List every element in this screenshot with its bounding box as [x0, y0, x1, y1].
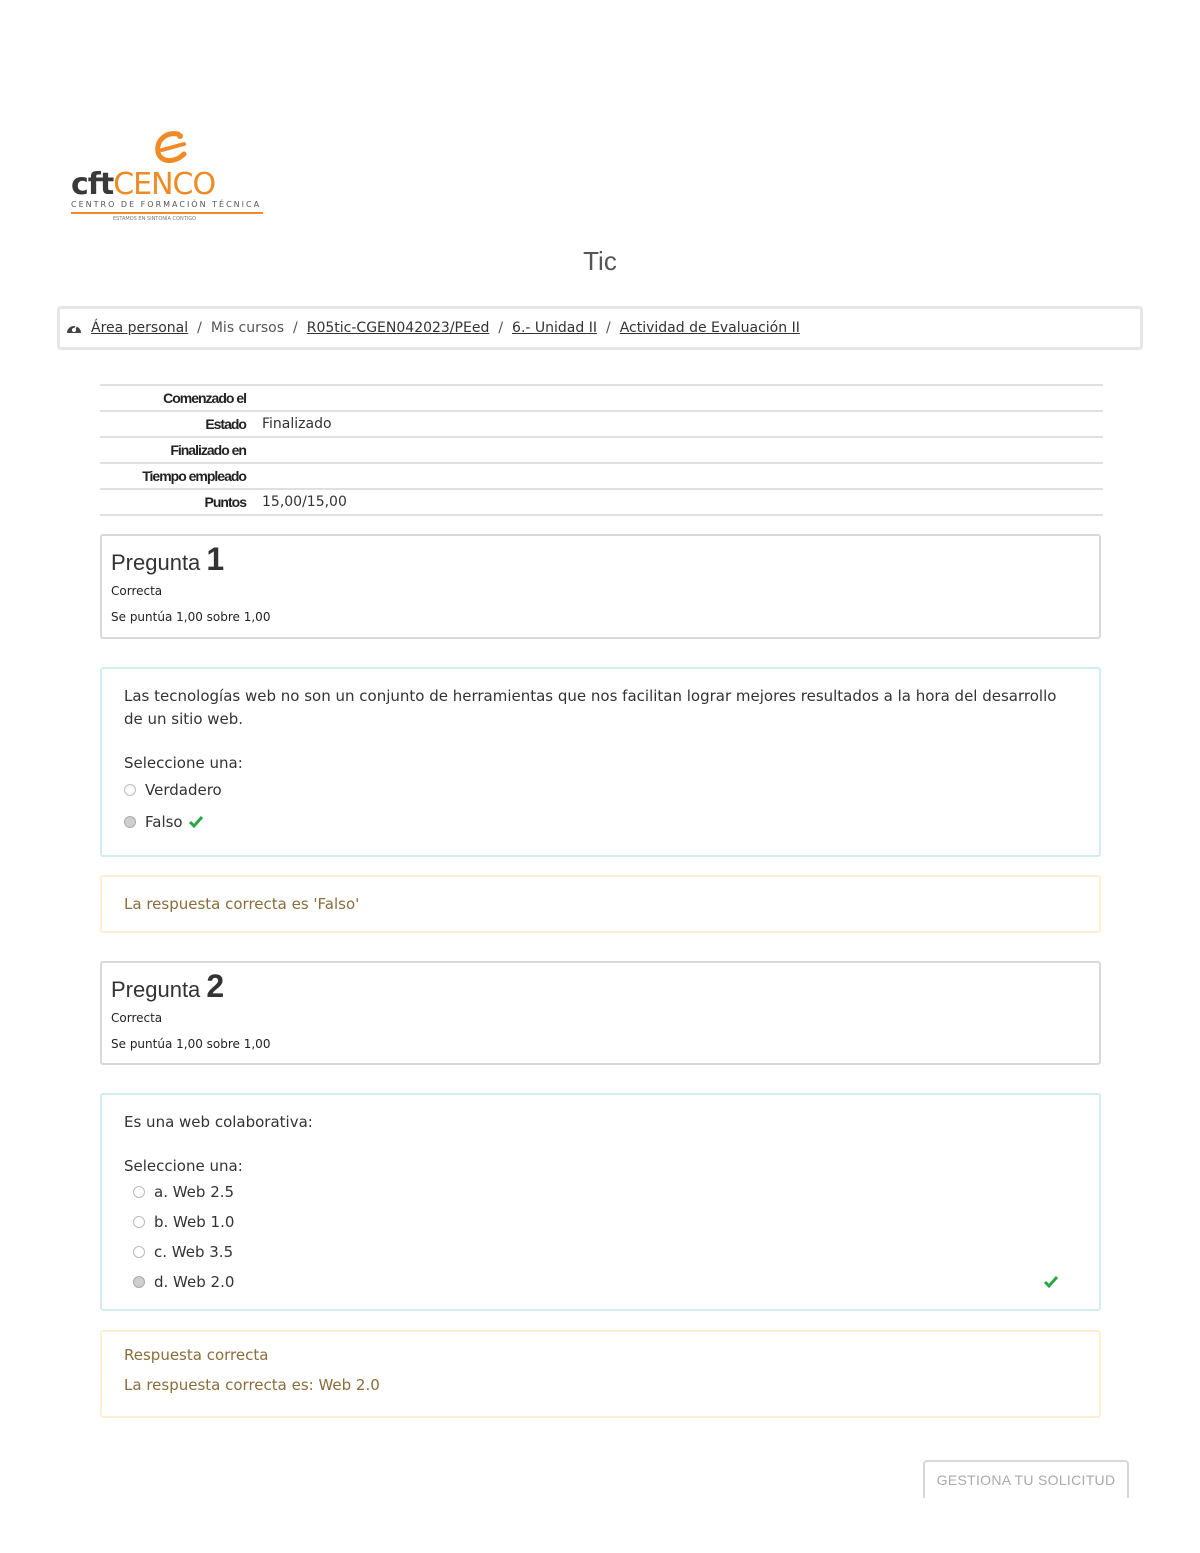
answer-option[interactable]: [124, 1273, 1077, 1291]
answer-label: a. Web 2.5: [154, 1183, 235, 1201]
logo-mark-icon: [148, 130, 194, 172]
question-state: Correcta: [111, 1011, 163, 1025]
gestiona-solicitud-button[interactable]: GESTIONA TU SOLICITUD: [923, 1460, 1129, 1498]
logo-tagline: ESTAMOS EN SINTONÍA CONTIGO: [113, 216, 197, 222]
question-1-feedback: [100, 875, 1101, 933]
answer-label: Verdadero: [145, 781, 222, 799]
answer-option[interactable]: [124, 813, 1077, 831]
correct-check-icon: [188, 815, 204, 829]
summary-row-points: [100, 490, 1103, 516]
question-2-content: [100, 1093, 1101, 1311]
breadcrumb-separator: /: [197, 320, 202, 336]
breadcrumb-activity[interactable]: Actividad de Evaluación II: [619, 320, 800, 336]
answer-prompt: Seleccione una:: [124, 1157, 243, 1175]
logo-wordmark: cftCENCO: [71, 167, 216, 202]
answer-radio[interactable]: [133, 1246, 145, 1258]
answer-radio[interactable]: [133, 1186, 145, 1198]
right-answer-text: La respuesta correcta es: Web 2.0: [124, 1376, 380, 1394]
breadcrumb-course[interactable]: R05tic-CGEN042023/PEed: [306, 320, 490, 336]
breadcrumb-unit[interactable]: 6.- Unidad II: [512, 320, 597, 336]
answer-option[interactable]: [124, 1243, 1077, 1261]
breadcrumb-separator: /: [293, 320, 298, 336]
summary-row-time: [100, 464, 1103, 490]
answer-radio[interactable]: [124, 784, 136, 796]
question-grade: Se puntúa 1,00 sobre 1,00: [111, 610, 271, 624]
answer-option[interactable]: [124, 781, 1077, 799]
answer-label: c. Web 3.5: [154, 1243, 234, 1261]
breadcrumb-separator: /: [498, 320, 504, 336]
right-answer-text: La respuesta correcta es 'Falso': [124, 895, 360, 913]
logo-underline: [71, 212, 263, 214]
answer-option[interactable]: [124, 1213, 1077, 1231]
attempt-summary-table: [100, 384, 1103, 516]
summary-label: Comenzado el: [163, 390, 246, 406]
answer-option[interactable]: [124, 1183, 1077, 1201]
answer-radio-selected[interactable]: [133, 1276, 145, 1288]
summary-value: 15,00/15,00: [262, 494, 347, 510]
question-state: Correcta: [111, 584, 163, 598]
answer-prompt: Seleccione una:: [124, 754, 243, 772]
dashboard-icon: [66, 322, 82, 334]
correct-check-icon: [1043, 1275, 1059, 1289]
answer-radio-selected[interactable]: [124, 816, 136, 828]
answer-label: Falso: [145, 813, 183, 831]
question-1-content: [100, 667, 1101, 857]
summary-label: Finalizado en: [170, 442, 246, 458]
question-2-info: [100, 961, 1101, 1065]
answer-label: b. Web 1.0: [154, 1213, 235, 1231]
breadcrumb-mis-cursos: Mis cursos: [210, 320, 285, 336]
cft-cenco-logo: [68, 128, 268, 226]
summary-row-finished: [100, 438, 1103, 464]
question-1-info: [100, 534, 1101, 639]
question-grade: Se puntúa 1,00 sobre 1,00: [111, 1037, 271, 1051]
breadcrumb-separator: /: [605, 320, 611, 336]
summary-label: Estado: [205, 416, 246, 432]
breadcrumb-area-personal[interactable]: Área personal: [91, 320, 189, 336]
question-text: Es una web colaborativa:: [124, 1113, 313, 1131]
answer-label: d. Web 2.0: [154, 1273, 235, 1291]
answer-radio[interactable]: [133, 1216, 145, 1228]
page-title: Tic: [583, 246, 617, 276]
summary-row-started: [100, 386, 1103, 412]
summary-row-state: [100, 412, 1103, 438]
question-number: Pregunta 2: [111, 968, 225, 1004]
summary-label: Puntos: [204, 494, 246, 510]
feedback-title: Respuesta correcta: [124, 1346, 269, 1364]
logo-subtitle: CENTRO DE FORMACIÓN TÉCNICA: [71, 200, 262, 209]
question-number: Pregunta 1: [111, 541, 225, 577]
summary-value: Finalizado: [262, 416, 332, 432]
question-2-feedback: [100, 1330, 1101, 1418]
breadcrumb: [57, 306, 1143, 350]
question-text: Las tecnologías web no son un conjunto de herramientas que nos facilitan lograr mejores resultados a la hora del desarrollo de un sitio web.: [124, 687, 1057, 728]
summary-label: Tiempo empleado: [142, 468, 246, 484]
